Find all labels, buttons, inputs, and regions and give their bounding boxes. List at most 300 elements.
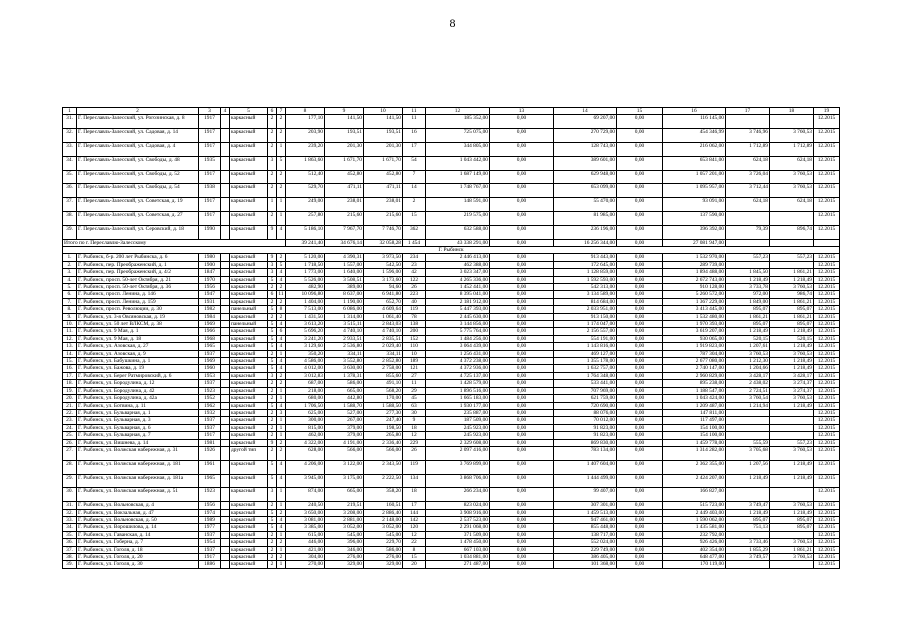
table-cell: 11. bbox=[63, 328, 77, 335]
table-cell: 2 537 523,00 bbox=[426, 516, 490, 523]
table-cell: 515 723,00 bbox=[663, 502, 726, 509]
table-cell: 3 760,53 bbox=[770, 284, 814, 291]
table-cell: 3 134 589,00 bbox=[554, 291, 617, 298]
table-cell: 3 428,17 bbox=[726, 372, 770, 379]
table-cell: 687,00 bbox=[286, 380, 325, 387]
table-cell: 12.2015 bbox=[814, 474, 840, 488]
table-cell: 396 392,00 bbox=[663, 225, 726, 239]
address-cell: Г. Рыбинск, ул. Бородулина, д. 12 bbox=[77, 380, 199, 387]
table-cell: 0,00 bbox=[490, 365, 554, 372]
table-cell: 1952 bbox=[199, 395, 221, 402]
address-cell: Г. Рыбинск, ул. 3-я Овсяновская, д. 19 bbox=[77, 313, 199, 320]
table-cell: 0,00 bbox=[617, 531, 663, 538]
table-cell: 234 bbox=[403, 254, 426, 261]
address-cell: Г. Рыбинск, просп. 50-лет Октября, д. 21 bbox=[77, 276, 199, 283]
table-cell: 3 413 445,00 bbox=[663, 306, 726, 313]
table-cell: 1 706,50 bbox=[286, 402, 325, 409]
table-cell: каркасный bbox=[230, 387, 268, 394]
table-cell: 0,00 bbox=[617, 276, 663, 283]
total-empty-cell bbox=[726, 239, 770, 246]
table-cell: 2 bbox=[277, 372, 286, 379]
table-cell: 4 bbox=[277, 365, 286, 372]
total-cell: 0,00 bbox=[490, 239, 554, 246]
table-cell: 3. bbox=[63, 269, 77, 276]
table-cell: 148 591,00 bbox=[426, 198, 490, 212]
table-cell: 12.2015 bbox=[814, 409, 840, 416]
table-cell bbox=[221, 474, 230, 488]
table-cell: 1 bbox=[268, 198, 277, 212]
table-cell: каркасный bbox=[230, 284, 268, 291]
table-cell: 1 444 499,00 bbox=[554, 474, 617, 488]
table-cell: 219,51 bbox=[325, 502, 364, 509]
table-cell: 1 632 757,00 bbox=[554, 365, 617, 372]
table-cell: 1 970 393,00 bbox=[663, 321, 726, 328]
table-cell: 12.2015 bbox=[814, 432, 840, 439]
table-cell: 545,00 bbox=[325, 531, 364, 538]
table-cell: 1990 bbox=[199, 225, 221, 239]
table-cell: 625,00 bbox=[286, 409, 325, 416]
table-cell: 1 218,49 bbox=[726, 509, 770, 516]
table-cell: 91 823,00 bbox=[554, 432, 617, 439]
table-cell: 653 099,00 bbox=[554, 184, 617, 198]
table-cell bbox=[221, 298, 230, 305]
table-cell: 15. bbox=[63, 358, 77, 365]
table-cell: каркасный bbox=[230, 424, 268, 431]
table-cell: 3 613,20 bbox=[286, 321, 325, 328]
table-cell: 520,15 bbox=[726, 335, 770, 342]
table-cell: 266 234,00 bbox=[426, 488, 490, 502]
table-cell: 45 bbox=[403, 395, 426, 402]
table-cell: 0,00 bbox=[490, 350, 554, 357]
table-cell: 3 868 706,00 bbox=[426, 474, 490, 488]
table-cell: 12.2015 bbox=[814, 502, 840, 509]
table-row bbox=[63, 524, 840, 531]
table-cell: 624,18 bbox=[726, 198, 770, 212]
table-cell: 215,60 bbox=[325, 211, 364, 225]
table-cell bbox=[726, 424, 770, 431]
table-cell: каркасный bbox=[230, 365, 268, 372]
table-cell: 1938 bbox=[199, 184, 221, 198]
table-cell: 0,00 bbox=[490, 313, 554, 320]
table-cell: 568,20 bbox=[364, 387, 403, 394]
table-cell: 0,00 bbox=[617, 143, 663, 157]
table-cell: 11 bbox=[403, 380, 426, 387]
column-number: 17 bbox=[726, 108, 770, 115]
table-cell: 1 207,61 bbox=[726, 343, 770, 350]
table-cell: 3 515,11 bbox=[325, 321, 364, 328]
table-cell: 1937 bbox=[199, 350, 221, 357]
table-cell: 653 841,00 bbox=[663, 156, 726, 170]
table-cell: 491,10 bbox=[364, 380, 403, 387]
table-cell: 0,00 bbox=[490, 380, 554, 387]
table-cell: 142 bbox=[403, 516, 426, 523]
table-cell: 913 443,00 bbox=[554, 254, 617, 261]
table-cell: 3 bbox=[268, 372, 277, 379]
table-row bbox=[63, 460, 840, 474]
column-number: 1 bbox=[63, 108, 77, 115]
total-cell: 1 454 bbox=[403, 239, 426, 246]
table-row bbox=[63, 439, 840, 446]
table-cell: другой тип bbox=[230, 446, 268, 460]
table-cell: 3 bbox=[268, 269, 277, 276]
table-cell: 2 724,51 bbox=[726, 387, 770, 394]
table-cell: 2 886,40 bbox=[364, 509, 403, 516]
table-cell: 1 861,21 bbox=[726, 313, 770, 320]
table-cell: 1 bbox=[277, 395, 286, 402]
table-cell: 219 575,00 bbox=[426, 211, 490, 225]
table-cell: 144 bbox=[403, 509, 426, 516]
table-cell: 5 bbox=[268, 328, 277, 335]
table-cell: 12.2015 bbox=[814, 460, 840, 474]
table-row bbox=[63, 409, 840, 416]
table-cell: 1989 bbox=[199, 516, 221, 523]
table-cell: 170,00 bbox=[364, 395, 403, 402]
table-cell: 5 bbox=[268, 276, 277, 283]
table-cell: 12.2015 bbox=[814, 276, 840, 283]
table-cell: 138 717,00 bbox=[554, 531, 617, 538]
table-cell: 1 314,00 bbox=[325, 313, 364, 320]
table-cell: 12.2015 bbox=[814, 198, 840, 212]
address-cell: Г. Переславль-Залесский, ул. Свободы, д. 54 bbox=[77, 184, 199, 198]
table-cell: 12.2015 bbox=[814, 321, 840, 328]
table-cell: 172 645,00 bbox=[554, 261, 617, 268]
table-cell: 29. bbox=[63, 474, 77, 488]
table-cell: 629 948,00 bbox=[554, 170, 617, 184]
table-cell: 6. bbox=[63, 291, 77, 298]
table-cell: 1 592 593,00 bbox=[554, 276, 617, 283]
table-cell: 624,18 bbox=[770, 156, 814, 170]
table-cell: 2 bbox=[268, 115, 277, 129]
table-cell bbox=[221, 276, 230, 283]
table-cell: 70 012,00 bbox=[554, 417, 617, 424]
table-cell: 1 bbox=[277, 143, 286, 157]
table-cell: 240,50 bbox=[286, 502, 325, 509]
table-cell: 0,00 bbox=[617, 298, 663, 305]
table-cell: 4 bbox=[277, 343, 286, 350]
table-cell: 232 792,00 bbox=[663, 531, 726, 538]
table-cell: 707 969,00 bbox=[554, 387, 617, 394]
table-cell: 2 bbox=[277, 313, 286, 320]
table-cell: 371 509,00 bbox=[426, 531, 490, 538]
table-cell: 1 930 177,00 bbox=[426, 402, 490, 409]
address-cell: Г. Рыбинск, ул. 9 Мая, д. 18 bbox=[77, 335, 199, 342]
table-cell: 2 bbox=[277, 184, 286, 198]
table-cell: 4 bbox=[277, 516, 286, 523]
table-cell: 3 760,53 bbox=[770, 129, 814, 143]
table-cell: 1 894 488,00 bbox=[663, 269, 726, 276]
table-cell bbox=[770, 561, 814, 568]
table-cell: 1 919 823,00 bbox=[663, 343, 726, 350]
table-cell: 3 760,54 bbox=[726, 395, 770, 402]
table-cell: 2 bbox=[277, 254, 286, 261]
table-cell: 5 bbox=[268, 474, 277, 488]
table-cell bbox=[221, 539, 230, 546]
table-cell: 4 bbox=[277, 524, 286, 531]
table-cell: 12.2015 bbox=[814, 261, 840, 268]
table-cell: 81 985,00 bbox=[554, 211, 617, 225]
table-cell bbox=[221, 502, 230, 509]
table-cell: 0,00 bbox=[490, 261, 554, 268]
table-cell: 128 743,00 bbox=[554, 143, 617, 157]
table-cell: 1932 bbox=[199, 409, 221, 416]
table-cell: каркасный bbox=[230, 156, 268, 170]
table-cell: 1917 bbox=[199, 432, 221, 439]
table-cell bbox=[770, 432, 814, 439]
address-cell: Г. Рыбинск, ул. Бородулина, д. 42 bbox=[77, 387, 199, 394]
table-cell: 555,59 bbox=[726, 439, 770, 446]
table-cell: 3 908 916,00 bbox=[426, 509, 490, 516]
table-cell: 1947 bbox=[199, 291, 221, 298]
table-row bbox=[63, 211, 840, 225]
table-cell: 4 740,10 bbox=[364, 328, 403, 335]
table-cell: 270,00 bbox=[286, 561, 325, 568]
address-cell: Г. Переславль-Залесский, ул. Свободы, д. 52 bbox=[77, 170, 199, 184]
table-cell: 0,00 bbox=[617, 432, 663, 439]
table-cell: 8 637,00 bbox=[325, 291, 364, 298]
table-cell: 5 186,10 bbox=[286, 225, 325, 239]
table-cell: 1984 bbox=[199, 313, 221, 320]
table-cell: 1 057 201,00 bbox=[663, 170, 726, 184]
table-cell: 12.2015 bbox=[814, 170, 840, 184]
table-cell bbox=[221, 313, 230, 320]
table-cell: 12.2015 bbox=[814, 402, 840, 409]
table-cell: каркасный bbox=[230, 439, 268, 446]
table-cell: 1 588,50 bbox=[364, 402, 403, 409]
table-cell: каркасный bbox=[230, 211, 268, 225]
table-cell: 0,00 bbox=[617, 254, 663, 261]
table-row bbox=[63, 298, 840, 305]
table-cell: 2 bbox=[268, 561, 277, 568]
table-cell: 4 bbox=[277, 225, 286, 239]
table-cell: 6 941,80 bbox=[364, 291, 403, 298]
table-cell bbox=[221, 225, 230, 239]
address-cell: Г. Рыбинск, ул. Вишнева, д. 14 bbox=[77, 439, 199, 446]
table-cell: 0,00 bbox=[617, 424, 663, 431]
table-cell: 1847 bbox=[199, 269, 221, 276]
table-cell: 1 061,40 bbox=[364, 313, 403, 320]
table-cell: 2 852,80 bbox=[364, 358, 403, 365]
table-cell: 350,20 bbox=[286, 350, 325, 357]
table-row bbox=[63, 306, 840, 313]
table-cell: 1966 bbox=[199, 328, 221, 335]
table-cell: 0,00 bbox=[490, 509, 554, 516]
table-cell: 0,00 bbox=[490, 387, 554, 394]
table-cell: 442,80 bbox=[325, 395, 364, 402]
table-cell: 1 855,29 bbox=[726, 546, 770, 553]
table-cell: 25. bbox=[63, 432, 77, 439]
table-cell: 1 188 547,00 bbox=[663, 387, 726, 394]
page-number: 8 bbox=[449, 16, 456, 30]
table-cell: 0,00 bbox=[617, 539, 663, 546]
table-cell: 334,11 bbox=[325, 350, 364, 357]
table-cell: 239,20 bbox=[286, 143, 325, 157]
table-cell: 624,18 bbox=[770, 198, 814, 212]
table-cell: 0,00 bbox=[617, 335, 663, 342]
table-cell: 0,00 bbox=[490, 335, 554, 342]
table-cell: 12.2015 bbox=[814, 553, 840, 560]
address-cell: Г. Переславль-Залесский, ул. Садовая, д. 14 bbox=[77, 129, 199, 143]
table-cell: 334,11 bbox=[364, 350, 403, 357]
table-cell: 552 024,00 bbox=[554, 539, 617, 546]
table-cell: 2. bbox=[63, 261, 77, 268]
table-cell: 5 775 764,00 bbox=[426, 328, 490, 335]
table-row bbox=[63, 143, 840, 157]
table-cell bbox=[221, 488, 230, 502]
table-cell: 2 bbox=[277, 170, 286, 184]
table-cell: 1 209 487,00 bbox=[663, 402, 726, 409]
table-cell: 245 923,00 bbox=[426, 424, 490, 431]
table-cell: 229 749,00 bbox=[554, 546, 617, 553]
table-cell: каркасный bbox=[230, 269, 268, 276]
table-cell: 0,00 bbox=[490, 446, 554, 460]
table-cell bbox=[770, 424, 814, 431]
table-cell: 1956 bbox=[199, 502, 221, 509]
table-cell: 0,00 bbox=[617, 524, 663, 531]
table-cell: 12.2015 bbox=[814, 446, 840, 460]
table-cell: 7 746,70 bbox=[364, 225, 403, 239]
table-cell: 0,00 bbox=[490, 553, 554, 560]
table-cell: 78 bbox=[403, 313, 426, 320]
table-cell: 12.2015 bbox=[814, 358, 840, 365]
table-cell: 1956 bbox=[199, 284, 221, 291]
table-cell: 3 274,37 bbox=[770, 380, 814, 387]
table-cell: каркасный bbox=[230, 474, 268, 488]
table-cell: 1 bbox=[277, 417, 286, 424]
table-cell: 665,00 bbox=[325, 387, 364, 394]
table-cell bbox=[221, 350, 230, 357]
table-cell: 0,00 bbox=[617, 343, 663, 350]
table-cell: 12.2015 bbox=[814, 546, 840, 553]
column-number: 13 bbox=[490, 108, 554, 115]
table-cell: 4 bbox=[277, 402, 286, 409]
table-cell: 152 bbox=[403, 335, 426, 342]
table-cell: 235 887,00 bbox=[426, 409, 490, 416]
table-cell: 93 091,00 bbox=[663, 198, 726, 212]
table-cell: 5 bbox=[268, 509, 277, 516]
table-cell: каркасный bbox=[230, 129, 268, 143]
table-cell: 1 bbox=[277, 531, 286, 538]
table-cell bbox=[221, 261, 230, 268]
table-cell: 1917 bbox=[199, 170, 221, 184]
table-cell: 2 758,00 bbox=[364, 365, 403, 372]
table-cell bbox=[221, 284, 230, 291]
table-cell: 0,00 bbox=[490, 424, 554, 431]
table-cell: 12.2015 bbox=[814, 395, 840, 402]
table-cell: каркасный bbox=[230, 358, 268, 365]
table-cell: 2 bbox=[277, 509, 286, 516]
table-cell: 2 424 207,00 bbox=[663, 474, 726, 488]
table-cell bbox=[770, 261, 814, 268]
table-cell: 545,00 bbox=[364, 531, 403, 538]
table-cell: каркасный bbox=[230, 184, 268, 198]
table-cell: 3 760,53 bbox=[770, 446, 814, 460]
table-cell: 1923 bbox=[199, 488, 221, 502]
table-cell: 37. bbox=[63, 198, 77, 212]
table-cell: 200 bbox=[403, 328, 426, 335]
table-cell: 12.2015 bbox=[814, 143, 840, 157]
table-cell: 1 174 047,00 bbox=[554, 321, 617, 328]
table-cell: 379,00 bbox=[325, 424, 364, 431]
table-cell: 27 bbox=[403, 372, 426, 379]
table-cell: 2 362 355,00 bbox=[663, 460, 726, 474]
table-cell: 0,00 bbox=[490, 395, 554, 402]
table-cell: 276,00 bbox=[325, 553, 364, 560]
table-cell: 386 405,00 bbox=[554, 553, 617, 560]
table-cell: 4 bbox=[277, 460, 286, 474]
table-cell: 63 bbox=[403, 402, 426, 409]
table-cell bbox=[770, 115, 814, 129]
table-cell bbox=[726, 261, 770, 268]
table-cell: 452,80 bbox=[325, 170, 364, 184]
table-cell: 3 650,00 bbox=[286, 509, 325, 516]
table-cell: 1977 bbox=[199, 524, 221, 531]
table-cell: 36. bbox=[63, 539, 77, 546]
table-cell: 0,00 bbox=[490, 115, 554, 129]
table-cell: 12.2015 bbox=[814, 509, 840, 516]
table-cell: 14. bbox=[63, 350, 77, 357]
table-cell: 13. bbox=[63, 343, 77, 350]
table-cell: 1937 bbox=[199, 546, 221, 553]
table-cell: 1970 bbox=[199, 276, 221, 283]
table-cell: 1 671,70 bbox=[364, 156, 403, 170]
table-cell: 3 749,47 bbox=[726, 502, 770, 509]
table-cell: 265,80 bbox=[364, 432, 403, 439]
table-cell: 895,07 bbox=[770, 516, 814, 523]
table-cell: 0,00 bbox=[490, 439, 554, 446]
table-cell bbox=[770, 417, 814, 424]
table-cell: 91 823,00 bbox=[554, 424, 617, 431]
address-cell: Г. Рыбинск, просп. Ленина, д. 159 bbox=[77, 298, 199, 305]
table-cell: 624,18 bbox=[726, 156, 770, 170]
column-number: 3 bbox=[199, 108, 221, 115]
table-cell: 1 478 450,00 bbox=[426, 539, 490, 546]
table-cell: 0,00 bbox=[617, 402, 663, 409]
table-cell: 0,00 bbox=[490, 502, 554, 509]
table-cell: 185 352,00 bbox=[426, 115, 490, 129]
table-cell: 0,00 bbox=[490, 474, 554, 488]
table-cell: 3 746,96 bbox=[726, 129, 770, 143]
address-cell: Г. Переславль-Залесский, ул. Советская, д. 27 bbox=[77, 211, 199, 225]
table-cell: 1969 bbox=[199, 358, 221, 365]
table-cell: 9 bbox=[268, 254, 277, 261]
table-row bbox=[63, 156, 840, 170]
table-cell: 1 849,00 bbox=[726, 298, 770, 305]
table-cell: 120 bbox=[403, 524, 426, 531]
table-cell: 2 bbox=[268, 184, 277, 198]
table-cell: 12.2015 bbox=[814, 561, 840, 568]
address-cell: Г. Рыбинск, ул. Бабушкина, д. 1 bbox=[77, 358, 199, 365]
table-cell: 238,01 bbox=[325, 198, 364, 212]
table-cell bbox=[221, 553, 230, 560]
table-cell: 823 024,00 bbox=[426, 502, 490, 509]
table-cell bbox=[221, 254, 230, 261]
table-row bbox=[63, 328, 840, 335]
table-cell: 3 428,17 bbox=[770, 372, 814, 379]
total-cell: 39 241,40 bbox=[286, 239, 325, 246]
table-cell bbox=[221, 328, 230, 335]
table-cell: 1 845,50 bbox=[726, 269, 770, 276]
table-cell: 218,00 bbox=[286, 387, 325, 394]
table-cell: 0,00 bbox=[490, 402, 554, 409]
table-row bbox=[63, 254, 840, 261]
table-cell: 10 bbox=[403, 350, 426, 357]
table-cell: 9 bbox=[268, 439, 277, 446]
table-cell: 554 191,00 bbox=[554, 335, 617, 342]
table-row bbox=[63, 269, 840, 276]
table-cell: 3 385,00 bbox=[286, 524, 325, 531]
table-cell: 1 407 604,00 bbox=[554, 460, 617, 474]
table-cell: 1 bbox=[277, 546, 286, 553]
